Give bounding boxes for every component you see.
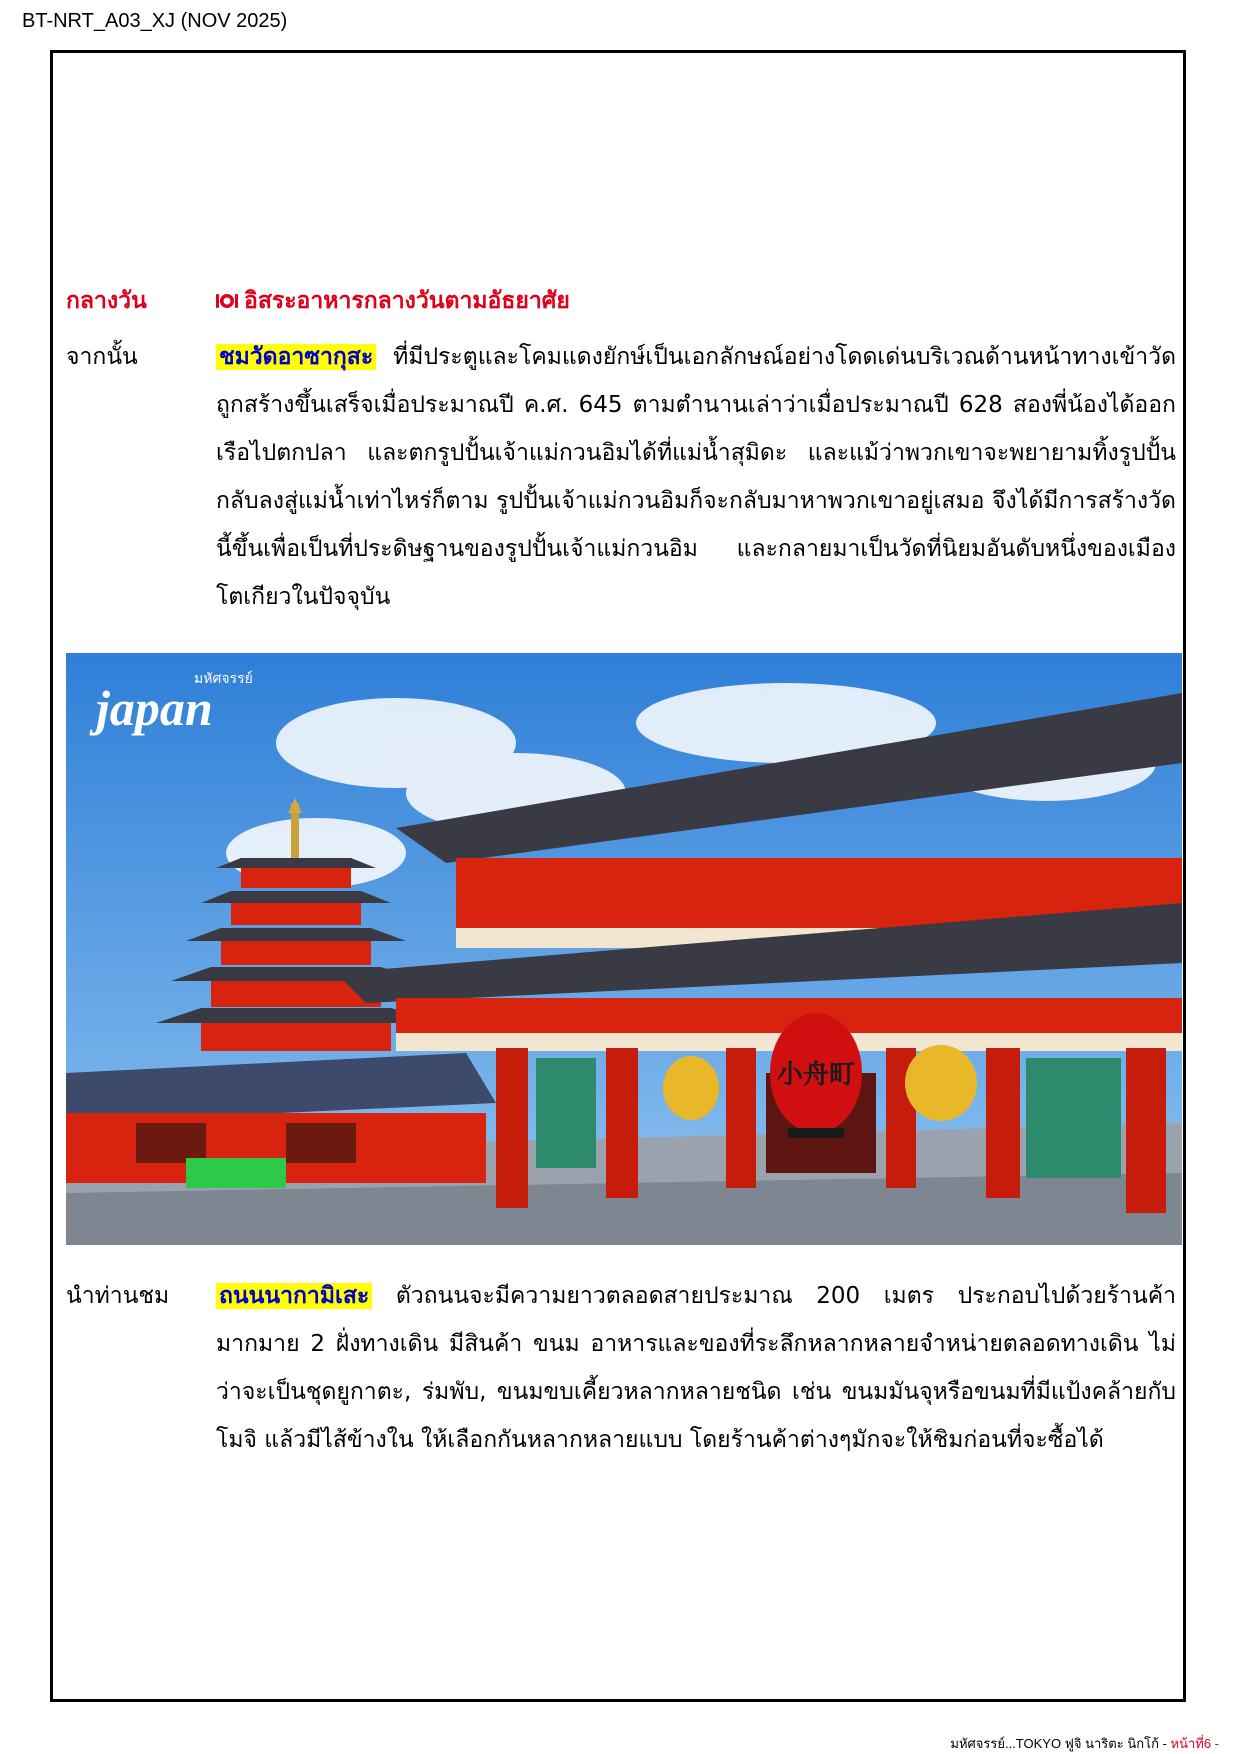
sensoji-paragraph bbox=[216, 333, 1176, 621]
watermark-logo: japan bbox=[96, 680, 213, 736]
nakamise-label: นำท่านชม bbox=[66, 1283, 170, 1309]
sensoji-row bbox=[66, 333, 1176, 623]
sensoji-label: จากนั้น bbox=[66, 344, 138, 370]
side-hall bbox=[66, 1053, 496, 1188]
nakamise-paragraph bbox=[216, 1272, 1176, 1464]
page-footer bbox=[950, 1733, 1219, 1754]
nakamise-title: ถนนนากามิเสะ bbox=[216, 1283, 372, 1309]
nakamise-row bbox=[66, 1272, 1176, 1472]
nakamise-body: ตัวถนนจะมีความยาวตลอดสายประมาณ 200 เมตร ประกอบไปด้วยร้านค้ามากมาย 2 ฝั่งทางเดิน มีสินค้า ขนม อาหารและของที่ระลึกหลากหลายจำหน่ายตลอดทางเดิน ไม่ว่าจะเป็นชุดยูกาตะ, ร่มพับ, ขนมขบเคี้ยวหลากหลายชนิด เช่น ขนมมันจุหรือขนมที่มีแป้งคล้ายกับโมจิ แล้วมีไส้ข้างใน ให้เลือกกันหลากหลายแบบ โดยร้านค้าต่างๆมักจะให้ชิมก่อนที่จะซื้อได้ bbox=[216, 1283, 1176, 1453]
sensoji-body: ที่มีประตูและโคมแดงยักษ์เป็นเอกลักษณ์อย่างโดดเด่นบริเวณด้านหน้าทางเข้าวัด ถูกสร้างขึ้นเสร็จเมื่อประมาณปี ค.ศ. 645 ตามตำนานเล่าว่าเมื่อประมาณปี 628 สองพี่น้องได้ออกเรือไปตกปลา และตกรูปปั้นเจ้าแม่กวนอิมได้ที่แม่น้ำสุมิดะ และแม้ว่าพวกเขาจะพยายามทิ้งรูปปั้นกลับลงสู่แม่น้ำเท่าไหร่ก็ตาม รูปปั้นเจ้าแม่กวนอิมก็จะกลับมาหาพวกเขาอยู่เสมอ จึงได้มีการสร้างวัดนี้ขึ้นเพื่อเป็นที่ประดิษฐานของรูปปั้นเจ้าแม่กวนอิม และกลายมาเป็นวัดที่นิยมอันดับหนึ่งของเมืองโตเกียวในปัจจุบัน bbox=[216, 344, 1176, 610]
lunch-text-wrap bbox=[216, 277, 1176, 325]
lunch-label: กลางวัน bbox=[66, 288, 147, 314]
footer-title: มหัศจรรย์...TOKYO ฟูจิ นาริตะ นิกโก้ - bbox=[950, 1736, 1171, 1751]
temple-illustration bbox=[66, 653, 1182, 1245]
lunch-text: อิสระอาหารกลางวันตามอัธยาศัย bbox=[244, 288, 570, 314]
sensoji-title: ชมวัดอาซากุสะ bbox=[216, 344, 376, 370]
watermark-small: มหัศจรรย์ bbox=[194, 671, 253, 687]
page-number: หน้าที่6 - bbox=[1170, 1736, 1219, 1751]
lunch-row bbox=[66, 277, 1176, 325]
meal-icon bbox=[216, 292, 238, 310]
sensoji-photo bbox=[66, 653, 1182, 1245]
lantern-text: 小舟町 bbox=[776, 1060, 856, 1090]
document-code: BT-NRT_A03_XJ (NOV 2025) bbox=[22, 10, 288, 32]
